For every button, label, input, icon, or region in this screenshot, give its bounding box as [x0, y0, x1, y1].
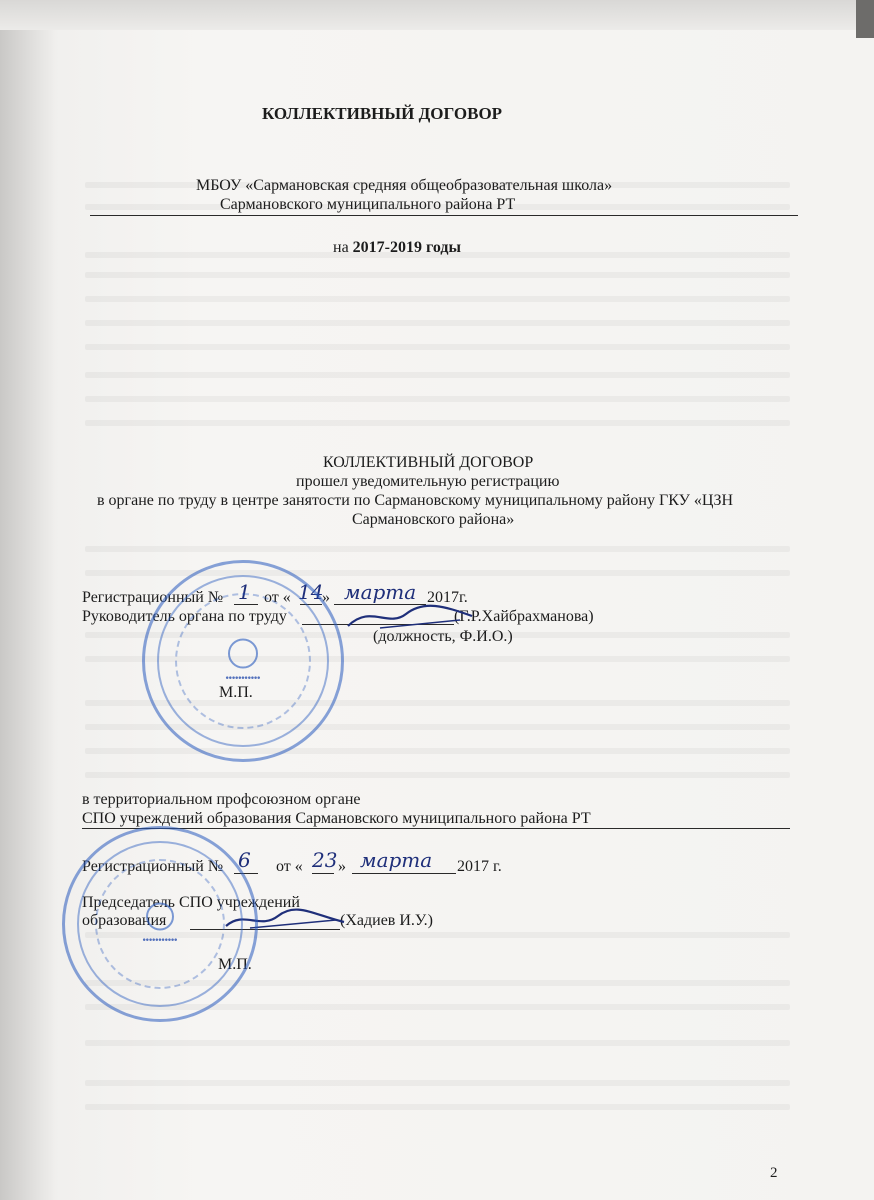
- union-seal-label: М.П.: [218, 956, 252, 973]
- registration-seal-stamp: •••••••••••: [142, 560, 344, 762]
- registration-number-value: 1: [238, 580, 251, 604]
- head-label: Руководитель органа по труду: [82, 608, 287, 625]
- union-organ-label: в территориальном профсоюзном органе: [82, 791, 361, 808]
- date-prefix: от «: [264, 589, 291, 606]
- union-registration-month: марта: [360, 848, 433, 872]
- date-quote: »: [322, 589, 330, 606]
- union-underline: [82, 828, 790, 829]
- registration-authority-cont: Сармановского района»: [352, 511, 515, 528]
- page-corner: [856, 0, 874, 38]
- registration-year: 2017г.: [427, 589, 468, 606]
- union-registration-day: 23: [312, 848, 338, 872]
- union-registration-number-value: 6: [238, 848, 251, 872]
- position-caption: (должность, Ф.И.О.): [373, 628, 513, 645]
- union-date-prefix: от «: [276, 858, 303, 875]
- chair-name: (Хадиев И.У.): [340, 912, 433, 929]
- union-registration-number-label: Регистрационный №: [82, 858, 224, 875]
- chair-label: Председатель СПО учреждений: [82, 894, 300, 911]
- page-top-fold: [0, 0, 874, 30]
- page-binding-shadow: [0, 0, 55, 1200]
- registration-status: прошел уведомительную регистрацию: [296, 473, 560, 490]
- registration-month: марта: [344, 580, 417, 604]
- seal-label: М.П.: [219, 684, 253, 701]
- union-seal-stamp: •••••••••••: [62, 826, 258, 1022]
- union-date-quote: »: [338, 858, 346, 875]
- registration-day: 14: [298, 580, 324, 604]
- head-name: (Г.Р.Хайбрахманова): [454, 608, 594, 625]
- union-day-blank: [312, 873, 334, 874]
- union-registration-year: 2017 г.: [457, 858, 502, 875]
- title-underline: [90, 215, 798, 216]
- head-signature: [340, 598, 480, 638]
- registration-heading: КОЛЛЕКТИВНЫЙ ДОГОВОР: [323, 454, 534, 471]
- document-title: КОЛЛЕКТИВНЫЙ ДОГОВОР: [262, 104, 503, 123]
- union-month-blank: [352, 873, 456, 874]
- organization-name: МБОУ «Сармановская средняя общеобразовательная школа»: [196, 177, 613, 194]
- chair-label-cont: образования: [82, 912, 167, 929]
- organization-district: Сармановского муниципального района РТ: [220, 196, 516, 213]
- registration-number-label: Регистрационный №: [82, 589, 224, 606]
- union-organ-name: СПО учреждений образования Сармановского муниципального района РТ: [82, 810, 591, 827]
- agreement-period: на 2017-2019 годы: [333, 239, 461, 256]
- registration-authority: в органе по труду в центре занятости по Сармановскому муниципальному району ГКУ «ЦЗН: [97, 492, 734, 509]
- page-number: 2: [770, 1165, 778, 1181]
